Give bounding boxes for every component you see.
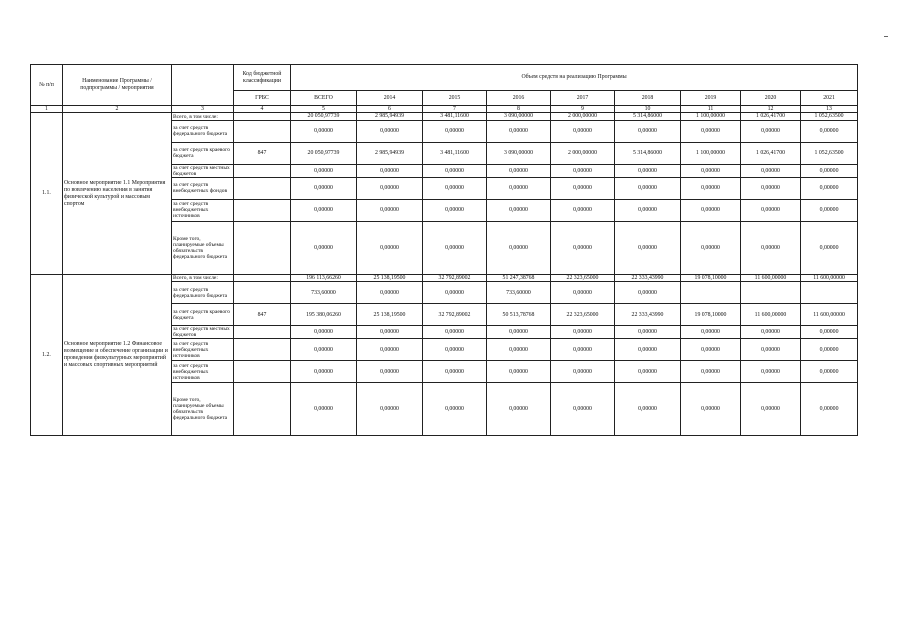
year-value: 0,00000 — [487, 199, 551, 221]
year-value: 0,00000 — [423, 326, 487, 339]
year-value: 0,00000 — [551, 164, 615, 177]
year-value: 0,00000 — [551, 383, 615, 436]
year-value: 25 138,19500 — [357, 304, 423, 326]
year-value: 19 078,10000 — [681, 304, 741, 326]
total-value: 0,00000 — [291, 339, 357, 361]
total-value: 733,60000 — [291, 282, 357, 304]
year-value: 0,00000 — [487, 221, 551, 274]
year-value: 0,00000 — [615, 282, 681, 304]
total-value: 196 113,66260 — [291, 274, 357, 281]
year-value: 0,00000 — [681, 199, 741, 221]
year-value: 22 323,65000 — [551, 274, 615, 281]
year-value — [801, 282, 858, 304]
column-number: 11 — [681, 106, 741, 113]
year-value: 32 792,89002 — [423, 304, 487, 326]
year-value: 0,00000 — [487, 120, 551, 142]
year-value: 5 314,86000 — [615, 142, 681, 164]
year-value: 50 513,78768 — [487, 304, 551, 326]
year-value: 0,00000 — [357, 361, 423, 383]
year-value: 1 100,00000 — [681, 113, 741, 120]
year-value: 0,00000 — [423, 383, 487, 436]
header-year: 2018 — [615, 91, 681, 106]
column-number: 5 — [291, 106, 357, 113]
year-value: 0,00000 — [423, 221, 487, 274]
year-value: 1 052,63500 — [801, 113, 858, 120]
year-value: 11 600,00000 — [741, 304, 801, 326]
funding-source: за счет средств федерального бюджета — [172, 120, 234, 142]
grbs-code — [234, 164, 291, 177]
header-volume: Объем средств на реализацию Программы — [291, 65, 858, 91]
header-num: № п/п — [31, 65, 63, 106]
year-value: 0,00000 — [801, 177, 858, 199]
header-year: 2020 — [741, 91, 801, 106]
year-value: 0,00000 — [741, 120, 801, 142]
column-number: 7 — [423, 106, 487, 113]
year-value: 0,00000 — [681, 177, 741, 199]
funding-source: за счет средств местных бюджетов — [172, 164, 234, 177]
year-value: 0,00000 — [551, 326, 615, 339]
year-value: 3 090,00000 — [487, 113, 551, 120]
year-value: 0,00000 — [681, 383, 741, 436]
grbs-code — [234, 113, 291, 120]
header-year: 2019 — [681, 91, 741, 106]
year-value: 0,00000 — [487, 177, 551, 199]
year-value: 22 323,65000 — [551, 304, 615, 326]
year-value: 1 026,41700 — [741, 142, 801, 164]
funding-source: Кроме того, планируемые объемы обязательств федерального бюджета — [172, 221, 234, 274]
year-value: 0,00000 — [423, 282, 487, 304]
total-value: 0,00000 — [291, 120, 357, 142]
total-value: 0,00000 — [291, 361, 357, 383]
year-value: 0,00000 — [801, 164, 858, 177]
total-value: 0,00000 — [291, 221, 357, 274]
year-value — [741, 282, 801, 304]
year-value: 0,00000 — [551, 282, 615, 304]
column-number: 1 — [31, 106, 63, 113]
total-value: 0,00000 — [291, 177, 357, 199]
column-number: 3 — [172, 106, 234, 113]
funding-source: за счет средств внебюджетных фондов — [172, 177, 234, 199]
year-value: 0,00000 — [551, 221, 615, 274]
header-code: Код бюджетной классификации — [234, 65, 291, 91]
funding-source: Всего, в том числе: — [172, 113, 234, 120]
year-value: 0,00000 — [801, 326, 858, 339]
funding-source: Всего, в том числе: — [172, 274, 234, 281]
grbs-code: 847 — [234, 142, 291, 164]
header-row — [31, 65, 858, 91]
grbs-code — [234, 120, 291, 142]
year-value: 0,00000 — [423, 120, 487, 142]
year-value: 0,00000 — [551, 339, 615, 361]
year-value: 0,00000 — [615, 164, 681, 177]
funding-source: за счет средств внебюджетных источников — [172, 361, 234, 383]
year-value: 0,00000 — [423, 164, 487, 177]
year-value: 0,00000 — [357, 221, 423, 274]
year-value: 0,00000 — [741, 221, 801, 274]
section-number: 1.1. — [31, 113, 63, 274]
column-number: 6 — [357, 106, 423, 113]
header-name: Наименование Программы / подпрограммы / мероприятия — [63, 65, 172, 106]
grbs-code — [234, 339, 291, 361]
funding-source: Кроме того, планируемые объемы обязательств федерального бюджета — [172, 383, 234, 436]
year-value: 0,00000 — [357, 282, 423, 304]
year-value: 0,00000 — [801, 199, 858, 221]
total-value: 0,00000 — [291, 164, 357, 177]
year-value: 0,00000 — [741, 164, 801, 177]
year-value: 32 792,89002 — [423, 274, 487, 281]
total-value: 20 050,97739 — [291, 142, 357, 164]
year-value: 0,00000 — [615, 199, 681, 221]
header-year: 2017 — [551, 91, 615, 106]
table-row — [31, 274, 858, 281]
year-value: 2 985,94939 — [357, 142, 423, 164]
year-value: 1 026,41700 — [741, 113, 801, 120]
total-value: 20 050,97739 — [291, 113, 357, 120]
year-value: 0,00000 — [551, 361, 615, 383]
year-value: 0,00000 — [551, 120, 615, 142]
grbs-code — [234, 282, 291, 304]
year-value: 0,00000 — [801, 383, 858, 436]
table-row — [31, 113, 858, 120]
column-number: 9 — [551, 106, 615, 113]
year-value: 22 333,43990 — [615, 274, 681, 281]
year-value: 0,00000 — [741, 199, 801, 221]
year-value: 0,00000 — [615, 177, 681, 199]
total-value: 195 380,06260 — [291, 304, 357, 326]
header-year: 2016 — [487, 91, 551, 106]
year-value: 0,00000 — [357, 339, 423, 361]
year-value: 0,00000 — [681, 120, 741, 142]
budget-table — [30, 64, 858, 436]
year-value: 0,00000 — [423, 339, 487, 361]
year-value: 0,00000 — [615, 221, 681, 274]
header-blank — [172, 65, 234, 106]
year-value: 0,00000 — [741, 339, 801, 361]
year-value — [681, 282, 741, 304]
year-value: 0,00000 — [615, 326, 681, 339]
year-value: 1 052,63500 — [801, 142, 858, 164]
section-number: 1.2. — [31, 274, 63, 435]
year-value: 0,00000 — [423, 199, 487, 221]
header-total: ВСЕГО — [291, 91, 357, 106]
grbs-code — [234, 326, 291, 339]
column-number: 10 — [615, 106, 681, 113]
year-value: 2 000,00000 — [551, 113, 615, 120]
grbs-code — [234, 177, 291, 199]
column-number: 2 — [63, 106, 172, 113]
section-name: Основное мероприятие 1.2 Финансовое возмещение и обеспечение организации и проведения физкультурных мероприятий и массовых спортивных мероприятий — [63, 274, 172, 435]
funding-source: за счет средств местных бюджетов — [172, 326, 234, 339]
year-value: 0,00000 — [487, 361, 551, 383]
year-value: 0,00000 — [801, 120, 858, 142]
year-value: 11 600,00000 — [801, 304, 858, 326]
funding-source: за счет средств внебюджетных источников — [172, 339, 234, 361]
year-value: 0,00000 — [681, 339, 741, 361]
year-value: 0,00000 — [741, 361, 801, 383]
year-value: 11 600,00000 — [801, 274, 858, 281]
total-value: 0,00000 — [291, 383, 357, 436]
year-value: 3 090,00000 — [487, 142, 551, 164]
year-value: 0,00000 — [487, 164, 551, 177]
year-value: 0,00000 — [615, 383, 681, 436]
grbs-code — [234, 361, 291, 383]
year-value: 0,00000 — [551, 199, 615, 221]
year-value: 0,00000 — [423, 177, 487, 199]
total-value: 0,00000 — [291, 326, 357, 339]
year-value: 0,00000 — [357, 326, 423, 339]
grbs-code — [234, 199, 291, 221]
year-value: 0,00000 — [357, 120, 423, 142]
header-grbs: ГРБС — [234, 91, 291, 106]
column-number: 12 — [741, 106, 801, 113]
year-value: 25 138,19500 — [357, 274, 423, 281]
year-value: 0,00000 — [615, 361, 681, 383]
funding-source: за счет средств краевого бюджета — [172, 304, 234, 326]
year-value: 2 985,94939 — [357, 113, 423, 120]
year-value: 0,00000 — [801, 221, 858, 274]
year-value: 3 481,11600 — [423, 142, 487, 164]
total-value: 0,00000 — [291, 199, 357, 221]
year-value: 0,00000 — [551, 177, 615, 199]
year-value: 0,00000 — [681, 361, 741, 383]
year-value: 1 100,00000 — [681, 142, 741, 164]
year-value: 0,00000 — [681, 221, 741, 274]
column-number: 4 — [234, 106, 291, 113]
funding-source: за счет средств краевого бюджета — [172, 142, 234, 164]
year-value: 0,00000 — [741, 326, 801, 339]
year-value: 0,00000 — [357, 164, 423, 177]
year-value: 0,00000 — [423, 361, 487, 383]
header-year: 2021 — [801, 91, 858, 106]
year-value: 2 000,00000 — [551, 142, 615, 164]
year-value: 5 314,86000 — [615, 113, 681, 120]
header-year: 2014 — [357, 91, 423, 106]
grbs-code: 847 — [234, 304, 291, 326]
year-value: 0,00000 — [357, 177, 423, 199]
grbs-code — [234, 221, 291, 274]
page-mark — [884, 36, 888, 37]
year-value: 19 078,10000 — [681, 274, 741, 281]
year-value: 0,00000 — [741, 383, 801, 436]
year-value: 0,00000 — [487, 326, 551, 339]
year-value: 0,00000 — [741, 177, 801, 199]
funding-source: за счет средств федерального бюджета — [172, 282, 234, 304]
header-year: 2015 — [423, 91, 487, 106]
grbs-code — [234, 383, 291, 436]
section-name: Основное мероприятие 1.1 Мероприятия по вовлечению населения в занятия физической культурой и массовым спортом — [63, 113, 172, 274]
year-value: 3 481,11600 — [423, 113, 487, 120]
grbs-code — [234, 274, 291, 281]
year-value: 0,00000 — [801, 339, 858, 361]
year-value: 0,00000 — [681, 326, 741, 339]
year-value: 0,00000 — [357, 383, 423, 436]
year-value: 22 333,43990 — [615, 304, 681, 326]
year-value: 0,00000 — [357, 199, 423, 221]
funding-source: за счет средств внебюджетных источников — [172, 199, 234, 221]
column-number: 8 — [487, 106, 551, 113]
year-value: 0,00000 — [801, 361, 858, 383]
year-value: 733,60000 — [487, 282, 551, 304]
year-value: 11 600,00000 — [741, 274, 801, 281]
year-value: 0,00000 — [487, 339, 551, 361]
year-value: 0,00000 — [681, 164, 741, 177]
year-value: 0,00000 — [487, 383, 551, 436]
column-number: 13 — [801, 106, 858, 113]
year-value: 51 247,38768 — [487, 274, 551, 281]
year-value: 0,00000 — [615, 339, 681, 361]
column-number-row — [31, 106, 858, 113]
year-value: 0,00000 — [615, 120, 681, 142]
